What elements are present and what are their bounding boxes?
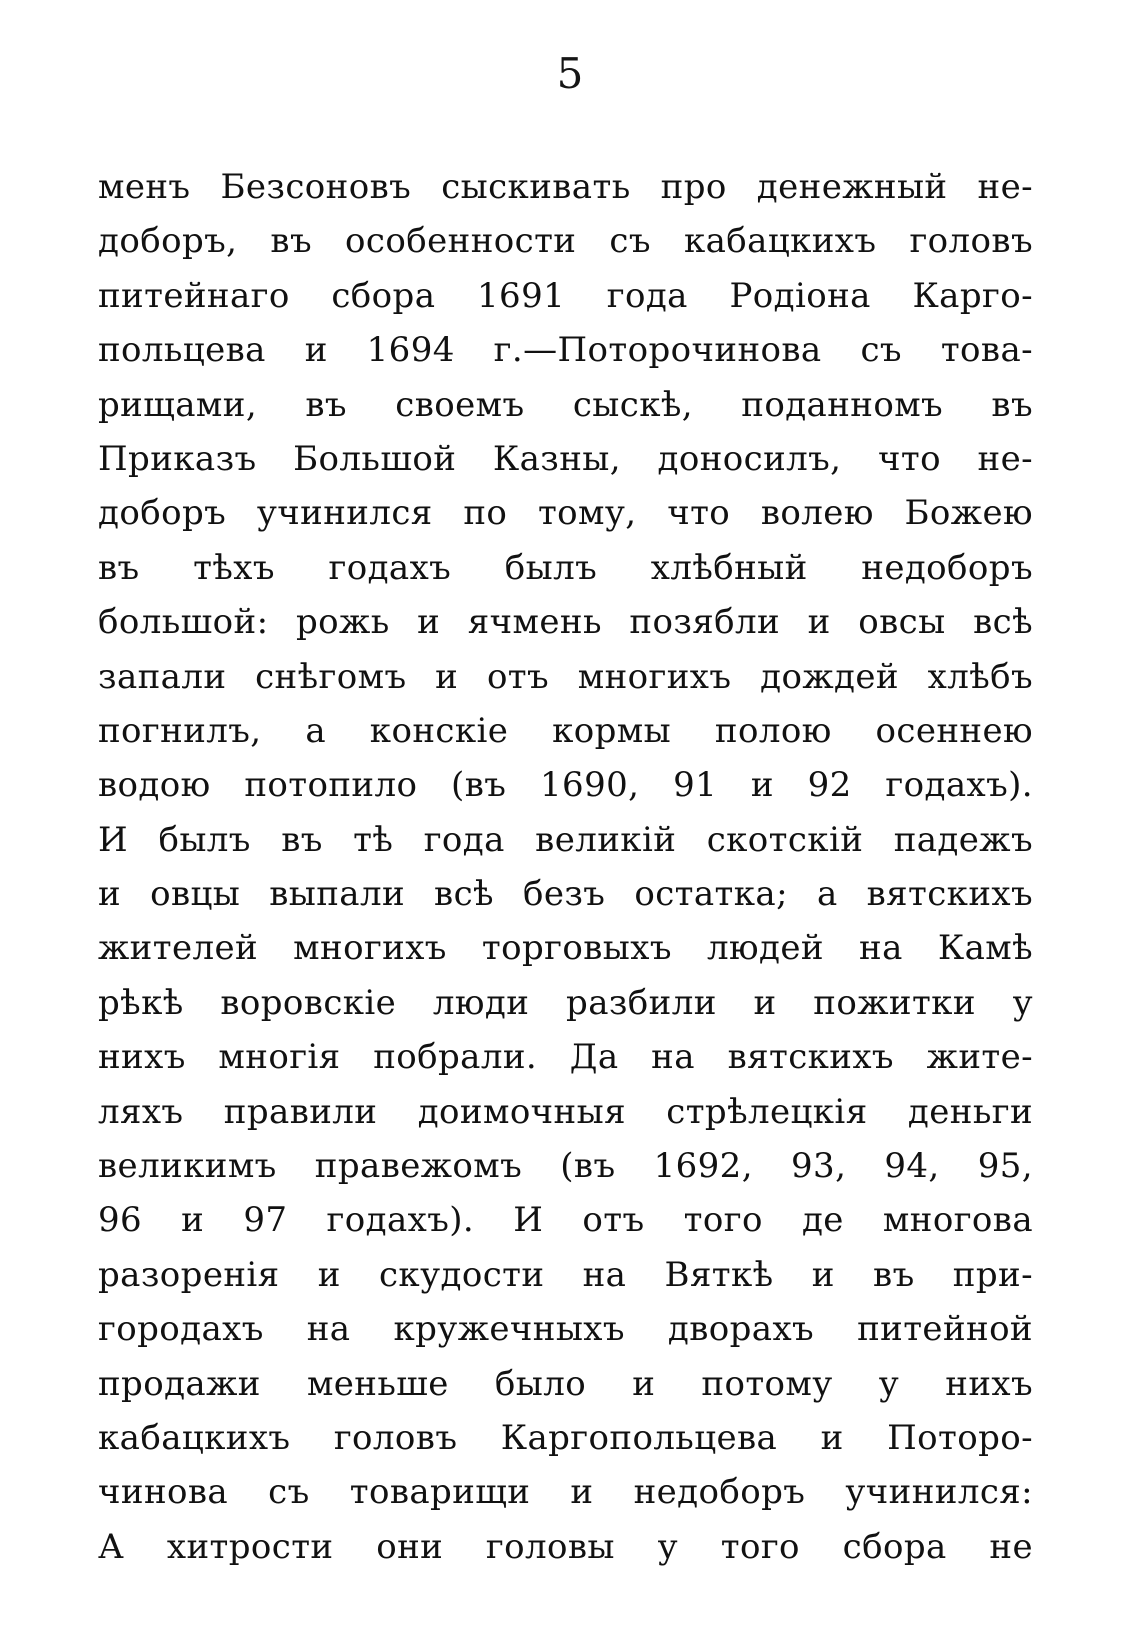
text-line: запали снѣгомъ и отъ многихъ дождей хлѣбъ [98, 656, 1033, 697]
text-line: большой: рожь и ячмень позябли и овсы всѣ [98, 602, 1033, 643]
text-line: 96 и 97 годахъ). И отъ того де многова [98, 1200, 1033, 1241]
text-line: нихъ многiя побрали. Да на вятскихъ жите- [98, 1037, 1033, 1078]
text-line: разоренiя и скудости на Вяткѣ и въ при- [98, 1254, 1033, 1295]
text-line: питейнаго сбора 1691 года Родiона Карго- [98, 275, 1033, 316]
text-line: ляхъ правили доимочныя стрѣлецкiя деньги [98, 1091, 1033, 1132]
text-line: А хитрости они головы у того сбора не [98, 1526, 1033, 1567]
text-line: продажи меньше было и потому у нихъ [98, 1363, 1033, 1404]
text-line: кабацкихъ головъ Каргопольцева и Поторо- [98, 1417, 1033, 1458]
text-line: чинова съ товарищи и недоборъ учинился: [98, 1472, 1033, 1513]
text-line: польцева и 1694 г.—Поторочинова съ това- [98, 330, 1033, 371]
text-line: И былъ въ тѣ года великiй скотскiй падежъ [98, 819, 1033, 860]
text-line: менъ Безсоновъ сыскивать про денежный не- [98, 167, 1033, 207]
text-line: въ тѣхъ годахъ былъ хлѣбный недоборъ [98, 547, 1033, 588]
text-line: рѣкѣ воровскiе люди разбили и пожитки у [98, 982, 1033, 1023]
text-line: великимъ правежомъ (въ 1692, 93, 94, 95, [98, 1146, 1033, 1187]
text-line: рищами, въ своемъ сыскѣ, поданномъ въ [98, 384, 1033, 425]
text-line: доборъ, въ особенности съ кабацкихъ головъ [98, 221, 1033, 262]
text-line: и овцы выпали всѣ безъ остатка; а вятскихъ [98, 874, 1033, 915]
text-line: жителей многихъ торговыхъ людей на Камѣ [98, 928, 1033, 969]
text-line: доборъ учинился по тому, что волею Божею [98, 493, 1033, 534]
text-line: погнилъ, а конскiе кормы полою осеннею [98, 710, 1033, 751]
text-line: водою потопило (въ 1690, 91 и 92 годахъ). [98, 765, 1033, 806]
body-text [98, 160, 1033, 1574]
text-line: Приказъ Большой Казны, доносилъ, что не- [98, 438, 1033, 479]
text-line: городахъ на кружечныхъ дворахъ питейной [98, 1309, 1033, 1350]
page-number: 5 [556, 49, 584, 98]
